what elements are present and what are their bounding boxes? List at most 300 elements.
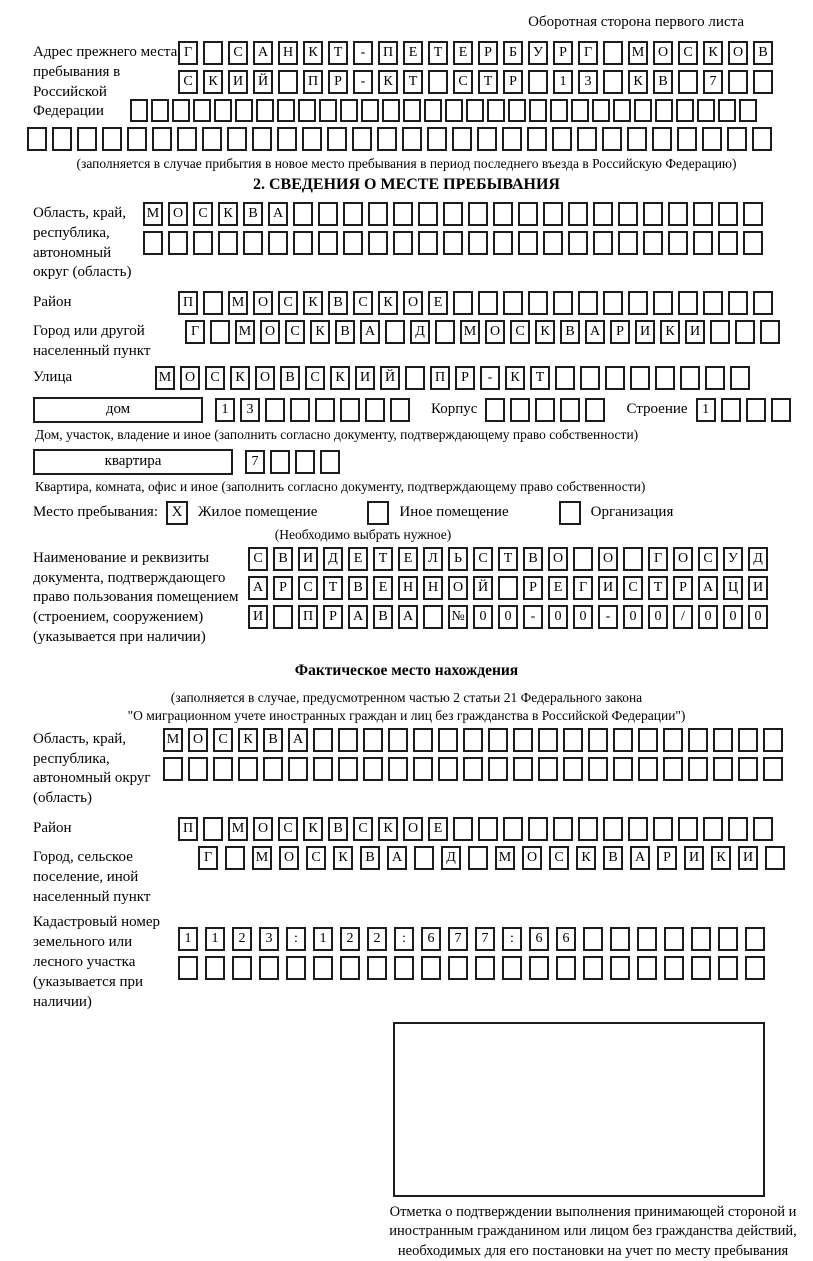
- form-cell: С: [278, 291, 298, 315]
- form-cell: Р: [273, 576, 293, 600]
- form-cell: [693, 202, 713, 226]
- kvartira-row: [33, 449, 780, 475]
- mesto-note: (Необходимо выбрать нужное): [274, 526, 452, 542]
- form-cell: [493, 202, 513, 226]
- form-cell: 7: [703, 70, 723, 94]
- form-cell: К: [703, 41, 723, 65]
- form-cell: [637, 956, 657, 980]
- form-cell: В: [328, 291, 348, 315]
- form-cell: [268, 231, 288, 255]
- form-cell: [418, 231, 438, 255]
- form-cell: [343, 202, 363, 226]
- form-cell: В: [560, 320, 580, 344]
- form-cell: И: [355, 366, 375, 390]
- checkbox-organizatsiya: [559, 501, 581, 525]
- form-cell: Р: [553, 41, 573, 65]
- form-cell: П: [378, 41, 398, 65]
- form-cell: [752, 127, 772, 151]
- form-cell: 3: [240, 398, 260, 422]
- field-kadastr: [33, 911, 780, 1012]
- form-cell: [368, 202, 388, 226]
- form-cell: [727, 127, 747, 151]
- form-cell: [730, 366, 750, 390]
- form-cell: В: [335, 320, 355, 344]
- mesto-prebyvaniya-row: [33, 501, 780, 525]
- form-cell: [288, 757, 308, 781]
- form-cell: Ц: [723, 576, 743, 600]
- form-cell: 6: [421, 927, 441, 951]
- form-cell: Г: [648, 547, 668, 571]
- form-cell: [623, 547, 643, 571]
- form-cell: [203, 817, 223, 841]
- form-cell: [678, 291, 698, 315]
- form-cell: -: [523, 605, 543, 629]
- form-cell: [668, 202, 688, 226]
- form-cell: [363, 728, 383, 752]
- form-cell: [168, 231, 188, 255]
- form-cell: [718, 99, 736, 122]
- form-cell: [538, 728, 558, 752]
- form-cell: Г: [185, 320, 205, 344]
- document-label: Наименование и реквизиты документа, подтверждающего право пользования помещением (строением, сооружением) (указывается при наличии): [33, 549, 239, 645]
- form-cell: В: [753, 41, 773, 65]
- form-cell: [528, 817, 548, 841]
- form-cell: В: [328, 817, 348, 841]
- form-cell: С: [353, 291, 373, 315]
- form-cell: [771, 398, 791, 422]
- form-cell: [468, 202, 488, 226]
- form-cell: [213, 757, 233, 781]
- form-cell: -: [598, 605, 618, 629]
- form-cell: [203, 291, 223, 315]
- form-cell: [163, 757, 183, 781]
- form-cell: [713, 728, 733, 752]
- form-cell: [256, 99, 274, 122]
- form-cell: [210, 320, 230, 344]
- form-cell: И: [298, 547, 318, 571]
- form-cell: [232, 956, 252, 980]
- form-cell: Р: [328, 70, 348, 94]
- form-cell: К: [310, 320, 330, 344]
- form-cell: С: [278, 817, 298, 841]
- form-cell: [743, 231, 763, 255]
- form-cell: К: [333, 846, 353, 870]
- confirmation-stamp-caption: Отметка о подтверждении выполнения принимающей стороной и иностранным гражданином или лицом без гражданства действий, необходимых для его постановки на учет по месту пребывания: [389, 1204, 797, 1259]
- form-cell: [739, 99, 757, 122]
- raion-label: Район: [33, 294, 72, 311]
- form-cell: [343, 231, 363, 255]
- form-cell: В: [360, 846, 380, 870]
- form-cell: В: [280, 366, 300, 390]
- form-cell: Р: [610, 320, 630, 344]
- form-cell: 0: [548, 605, 568, 629]
- form-cell: Р: [503, 70, 523, 94]
- form-cell: [593, 202, 613, 226]
- form-cell: С: [305, 366, 325, 390]
- fact-oblast-row1: [163, 728, 780, 752]
- form-cell: [177, 127, 197, 151]
- form-cell: [602, 127, 622, 151]
- form-cell: [130, 99, 148, 122]
- form-cell: С: [298, 576, 318, 600]
- form-cell: [452, 127, 472, 151]
- form-cell: Е: [373, 576, 393, 600]
- form-cell: 7: [448, 927, 468, 951]
- form-cell: Б: [503, 41, 523, 65]
- form-cell: И: [228, 70, 248, 94]
- form-cell: [313, 757, 333, 781]
- form-cell: С: [178, 70, 198, 94]
- form-cell: П: [298, 605, 318, 629]
- form-cell: [535, 398, 555, 422]
- raion-row: [178, 291, 780, 315]
- form-cell: [583, 956, 603, 980]
- form-cell: [691, 927, 711, 951]
- form-cell: 1: [313, 927, 333, 951]
- form-cell: О: [403, 291, 423, 315]
- form-cell: С: [213, 728, 233, 752]
- form-cell: С: [205, 366, 225, 390]
- form-cell: Р: [673, 576, 693, 600]
- form-cell: [728, 70, 748, 94]
- prev-address-note: (заполняется в случае прибытия в новое место пребывания в период последнего въезда в Российскую Федерацию): [76, 156, 737, 171]
- form-cell: :: [394, 927, 414, 951]
- form-cell: [613, 728, 633, 752]
- dom-cells: [215, 398, 415, 422]
- form-cell: 1: [553, 70, 573, 94]
- form-cell: [502, 956, 522, 980]
- form-cell: [273, 605, 293, 629]
- form-cell: [710, 320, 730, 344]
- form-cell: 1: [178, 927, 198, 951]
- form-cell: К: [330, 366, 350, 390]
- form-cell: М: [628, 41, 648, 65]
- form-cell: О: [673, 547, 693, 571]
- form-cell: [721, 398, 741, 422]
- form-cell: [653, 291, 673, 315]
- form-cell: [290, 398, 310, 422]
- form-cell: К: [378, 291, 398, 315]
- dom-row: [33, 397, 780, 423]
- form-cell: [394, 956, 414, 980]
- form-cell: Д: [323, 547, 343, 571]
- form-cell: А: [268, 202, 288, 226]
- form-cell: С: [228, 41, 248, 65]
- option-organizatsiya-label: Организация: [590, 504, 674, 521]
- form-cell: [463, 728, 483, 752]
- form-cell: Н: [278, 41, 298, 65]
- form-cell: [664, 956, 684, 980]
- form-cell: [243, 231, 263, 255]
- form-cell: 6: [529, 927, 549, 951]
- form-cell: 3: [259, 927, 279, 951]
- form-cell: 3: [578, 70, 598, 94]
- form-cell: В: [603, 846, 623, 870]
- form-cell: [568, 202, 588, 226]
- kvartira-cells: [245, 450, 345, 474]
- form-cell: [435, 320, 455, 344]
- oblast-row2: [143, 231, 780, 255]
- form-cell: С: [453, 70, 473, 94]
- form-cell: [613, 757, 633, 781]
- form-cell: [605, 366, 625, 390]
- form-cell: [637, 927, 657, 951]
- form-cell: О: [253, 817, 273, 841]
- form-cell: [143, 231, 163, 255]
- form-cell: А: [248, 576, 268, 600]
- prev-address-row1: [178, 41, 780, 65]
- form-cell: Т: [323, 576, 343, 600]
- form-cell: [550, 99, 568, 122]
- page-corner-note: Оборотная сторона первого листа: [528, 14, 744, 30]
- form-cell: [259, 956, 279, 980]
- form-cell: [319, 99, 337, 122]
- form-cell: О: [485, 320, 505, 344]
- form-cell: [556, 956, 576, 980]
- form-cell: [278, 70, 298, 94]
- form-cell: [363, 757, 383, 781]
- form-cell: [652, 127, 672, 151]
- form-cell: [427, 127, 447, 151]
- form-cell: Г: [573, 576, 593, 600]
- form-cell: [418, 202, 438, 226]
- form-cell: [568, 231, 588, 255]
- form-cell: А: [698, 576, 718, 600]
- form-cell: [753, 70, 773, 94]
- form-cell: [573, 547, 593, 571]
- form-cell: О: [653, 41, 673, 65]
- form-cell: [367, 956, 387, 980]
- form-cell: [613, 99, 631, 122]
- form-cell: Т: [478, 70, 498, 94]
- form-cell: В: [373, 605, 393, 629]
- form-cell: 0: [648, 605, 668, 629]
- form-cell: С: [193, 202, 213, 226]
- form-cell: [628, 817, 648, 841]
- form-cell: [393, 231, 413, 255]
- form-cell: А: [360, 320, 380, 344]
- form-cell: [763, 728, 783, 752]
- form-cell: Е: [403, 41, 423, 65]
- form-cell: :: [502, 927, 522, 951]
- form-cell: К: [303, 291, 323, 315]
- form-cell: [508, 99, 526, 122]
- form-cell: [543, 202, 563, 226]
- form-cell: [493, 231, 513, 255]
- gorod-label: Город или другой населенный пункт: [33, 323, 151, 359]
- form-cell: [327, 127, 347, 151]
- document-row1: [248, 547, 780, 571]
- form-cell: 0: [473, 605, 493, 629]
- form-cell: 1: [215, 398, 235, 422]
- form-cell: [718, 202, 738, 226]
- form-cell: [413, 757, 433, 781]
- form-cell: О: [253, 291, 273, 315]
- form-cell: С: [678, 41, 698, 65]
- form-cell: [421, 956, 441, 980]
- form-cell: И: [248, 605, 268, 629]
- form-cell: 0: [748, 605, 768, 629]
- form-cell: М: [495, 846, 515, 870]
- form-cell: [368, 231, 388, 255]
- form-cell: [578, 291, 598, 315]
- form-cell: О: [180, 366, 200, 390]
- form-cell: [553, 817, 573, 841]
- form-cell: [580, 366, 600, 390]
- form-cell: [668, 231, 688, 255]
- form-cell: А: [288, 728, 308, 752]
- form-cell: 0: [498, 605, 518, 629]
- form-cell: [414, 846, 434, 870]
- form-cell: [238, 757, 258, 781]
- form-cell: [680, 366, 700, 390]
- form-cell: [488, 757, 508, 781]
- form-cell: [488, 728, 508, 752]
- form-cell: О: [255, 366, 275, 390]
- form-cell: [638, 757, 658, 781]
- section2-title: 2. СВЕДЕНИЯ О МЕСТЕ ПРЕБЫВАНИЯ: [253, 176, 560, 193]
- form-cell: Г: [198, 846, 218, 870]
- field-document: [33, 547, 780, 648]
- field-fact-oblast: [33, 728, 780, 809]
- form-cell: [593, 231, 613, 255]
- form-cell: [703, 291, 723, 315]
- form-cell: П: [178, 817, 198, 841]
- form-cell: К: [218, 202, 238, 226]
- form-cell: [610, 927, 630, 951]
- form-cell: С: [248, 547, 268, 571]
- form-cell: [382, 99, 400, 122]
- form-cell: [552, 127, 572, 151]
- form-cell: [577, 127, 597, 151]
- form-cell: К: [230, 366, 250, 390]
- form-cell: А: [630, 846, 650, 870]
- form-cell: [443, 202, 463, 226]
- form-cell: [313, 956, 333, 980]
- form-cell: У: [528, 41, 548, 65]
- confirmation-stamp-box: [393, 1022, 765, 1197]
- form-cell: И: [598, 576, 618, 600]
- field-fact-gorod: [33, 846, 780, 907]
- form-cell: И: [684, 846, 704, 870]
- fact-oblast-row2: [163, 757, 780, 781]
- form-cell: [553, 291, 573, 315]
- form-cell: [538, 757, 558, 781]
- field-ulitsa: [33, 366, 780, 395]
- form-cell: М: [163, 728, 183, 752]
- form-cell: Е: [348, 547, 368, 571]
- kadastr-row1: [178, 927, 780, 951]
- form-cell: [718, 231, 738, 255]
- form-cell: [468, 846, 488, 870]
- form-cell: Р: [523, 576, 543, 600]
- form-cell: Г: [178, 41, 198, 65]
- form-cell: [718, 956, 738, 980]
- option-zhiloe-label: Жилое помещение: [198, 504, 318, 521]
- form-cell: [361, 99, 379, 122]
- form-cell: /: [673, 605, 693, 629]
- checkbox-zhiloe: X: [166, 501, 188, 525]
- form-cell: [277, 99, 295, 122]
- form-cell: [448, 956, 468, 980]
- form-cell: [588, 728, 608, 752]
- form-cell: А: [253, 41, 273, 65]
- document-row2: [248, 576, 780, 600]
- form-cell: [413, 728, 433, 752]
- form-cell: [252, 127, 272, 151]
- form-cell: [377, 127, 397, 151]
- kadastr-label: Кадастровый номер земельного или лесного участка (указывается при наличии): [33, 914, 160, 1010]
- form-cell: [583, 927, 603, 951]
- stroenie-label: Строение: [626, 401, 688, 418]
- form-cell: [728, 291, 748, 315]
- form-cell: Й: [253, 70, 273, 94]
- form-cell: [193, 99, 211, 122]
- form-cell: [643, 202, 663, 226]
- form-cell: В: [263, 728, 283, 752]
- form-cell: [528, 70, 548, 94]
- form-cell: [403, 99, 421, 122]
- form-cell: [760, 320, 780, 344]
- form-cell: В: [523, 547, 543, 571]
- form-cell: [102, 127, 122, 151]
- form-cell: О: [598, 547, 618, 571]
- fact-note1: (заполняется в случае, предусмотренном частью 2 статьи 21 Федерального закона: [170, 689, 643, 705]
- form-cell: [263, 757, 283, 781]
- form-cell: 1: [696, 398, 716, 422]
- form-cell: [618, 231, 638, 255]
- form-cell: К: [303, 817, 323, 841]
- form-cell: Й: [380, 366, 400, 390]
- form-cell: В: [348, 576, 368, 600]
- prev-address-row4: [27, 127, 780, 151]
- form-cell: [388, 728, 408, 752]
- form-cell: П: [430, 366, 450, 390]
- form-cell: [513, 728, 533, 752]
- form-cell: В: [243, 202, 263, 226]
- form-cell: [405, 366, 425, 390]
- form-cell: [693, 231, 713, 255]
- form-cell: [503, 291, 523, 315]
- form-cell: [340, 99, 358, 122]
- stroenie-cells: [696, 398, 796, 422]
- form-cell: Е: [453, 41, 473, 65]
- form-cell: [510, 398, 530, 422]
- form-cell: [453, 291, 473, 315]
- form-cell: О: [548, 547, 568, 571]
- form-cell: :: [286, 927, 306, 951]
- form-cell: Т: [328, 41, 348, 65]
- form-cell: К: [238, 728, 258, 752]
- form-cell: К: [628, 70, 648, 94]
- form-cell: [628, 291, 648, 315]
- form-cell: С: [285, 320, 305, 344]
- form-cell: Д: [441, 846, 461, 870]
- form-cell: [563, 757, 583, 781]
- form-cell: О: [728, 41, 748, 65]
- form-cell: Т: [373, 547, 393, 571]
- form-cell: [663, 728, 683, 752]
- form-cell: [188, 757, 208, 781]
- kvartira-note: Квартира, комната, офис и иное (заполнить согласно документу, подтверждающему право собственности): [35, 478, 646, 494]
- form-cell: [478, 817, 498, 841]
- form-cell: [270, 450, 290, 474]
- form-cell: [702, 127, 722, 151]
- form-cell: [438, 757, 458, 781]
- form-cell: 1: [205, 927, 225, 951]
- form-cell: [27, 127, 47, 151]
- form-cell: [402, 127, 422, 151]
